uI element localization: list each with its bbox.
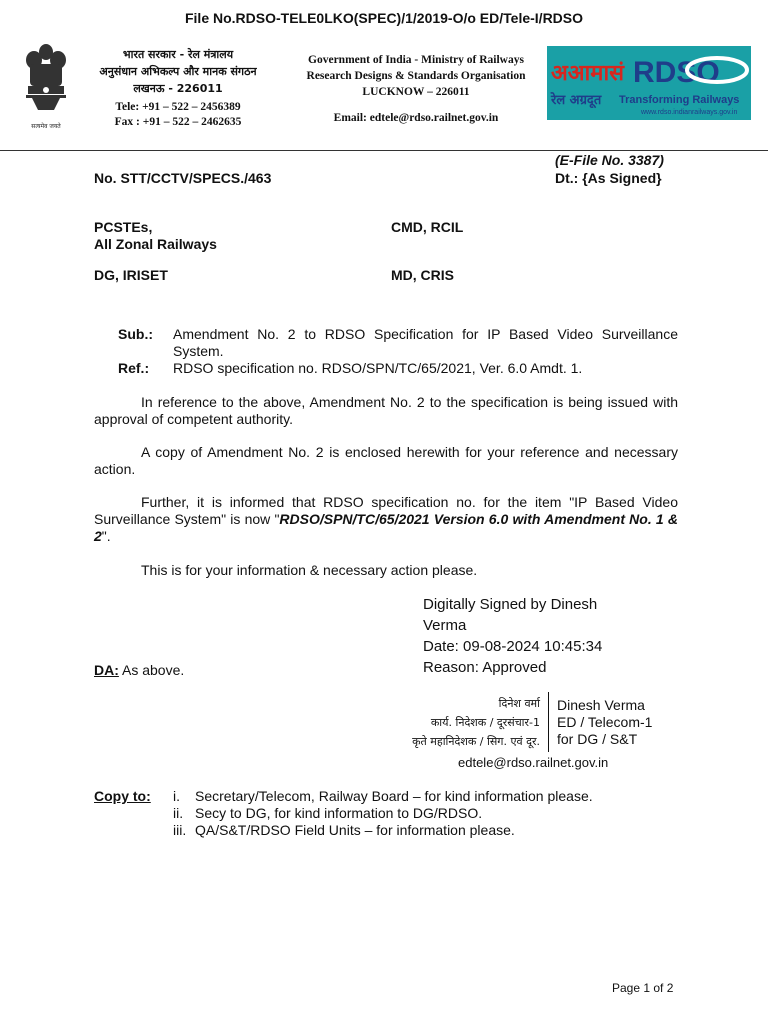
reference-text: RDSO specification no. RDSO/SPN/TC/65/2021, Ver. 6.0 Amdt. 1. (173, 360, 583, 376)
body-paragraph-4 (94, 562, 678, 579)
fax: Fax : +91 – 522 – 2462635 (114, 116, 242, 128)
list-text: QA/S&T/RDSO Field Units – for information please. (195, 822, 515, 838)
signature-reason: Reason: Approved (423, 659, 547, 676)
list-text: Secy to DG, for kind information to DG/RDSO. (195, 805, 483, 821)
specification-version: RDSO/SPN/TC/65/2021 Version 6.0 with Amendment No. 1 & 2 (94, 511, 679, 544)
signatory-for: for DG / S&T (557, 731, 638, 747)
list-text: Secretary/Telecom, Railway Board – for kind information please. (195, 788, 593, 804)
reference-label: Ref.: (118, 360, 150, 376)
paragraph-text: ". (101, 528, 111, 544)
hindi-line-3: लखनऊ - 226011 (133, 82, 223, 95)
emblem-motto: सत्यमेव जयते (31, 123, 61, 130)
list-item (173, 805, 593, 822)
rdso-logo (547, 46, 751, 120)
state-emblem-icon (18, 40, 74, 132)
english-line-2: Research Designs & Standards Organisation (306, 70, 526, 82)
signatory-email: edtele@rdso.railnet.gov.in (458, 755, 609, 770)
hindi-line-2: अनुसंधान अभिकल्प और मानक संगठन (99, 65, 257, 78)
list-number: iii. (173, 822, 187, 838)
page-number: Page 1 of 2 (612, 981, 674, 995)
body-paragraph-2 (94, 444, 678, 478)
list-item (173, 788, 593, 805)
signatory-hindi-designation: कार्य. निदेशक / दूरसंचार-1 (430, 716, 540, 729)
copy-to-list (173, 788, 593, 839)
logo-hindi: अआमासं (551, 61, 625, 86)
logo-url: www.rdso.indianrailways.gov.in (641, 109, 738, 116)
addressee-pcstes (94, 219, 217, 253)
addressee-line: PCSTEs, (94, 219, 153, 235)
list-item (173, 822, 593, 839)
list-number: i. (173, 788, 180, 804)
telephone: Tele: +91 – 522 – 2456389 (115, 101, 241, 113)
paragraph-text: This is for your information & necessary action please. (141, 562, 478, 578)
signatory-divider (548, 692, 549, 752)
addressee-line: All Zonal Railways (94, 236, 217, 252)
signatory-english (557, 697, 652, 748)
english-line-1: Government of India - Ministry of Railways (308, 54, 524, 66)
list-number: ii. (173, 805, 184, 821)
letterhead-email: Email: edtele@rdso.railnet.gov.in (333, 112, 499, 124)
paragraph-text: In reference to the above, Amendment No. 2 to the specification is being issued with approval of competent authority. (94, 394, 678, 427)
signatory-hindi-name: दिनेश वर्मा (498, 697, 540, 710)
signatory-name: Dinesh Verma (557, 697, 645, 713)
logo-brand: RDSO (633, 56, 720, 89)
body-paragraph-1 (94, 394, 678, 428)
signature-line: Verma (423, 617, 467, 634)
signatory-hindi (380, 694, 540, 751)
signature-line: Digitally Signed by Dinesh (423, 596, 598, 613)
file-number: File No.RDSO-TELE0LKO(SPEC)/1/2019-O/o ED/Tele-I/RDSO (184, 10, 584, 26)
english-letterhead (282, 52, 550, 126)
body-paragraph-3 (94, 494, 678, 545)
enclosure-text: As above. (118, 662, 185, 678)
enclosure-label: DA: (94, 662, 119, 678)
addressee-cmd-rcil: CMD, RCIL (391, 219, 464, 235)
addressee-dg-iriset: DG, IRISET (94, 267, 168, 283)
signature-date: Date: 09-08-2024 10:45:34 (423, 638, 603, 655)
digital-signature-block (423, 594, 683, 678)
addressee-md-cris: MD, CRIS (391, 267, 454, 283)
subject-text: Amendment No. 2 to RDSO Specification for IP Based Video Surveillance System. (173, 326, 678, 359)
efile-number: (E-File No. 3387) (555, 152, 664, 168)
copy-to-heading: Copy to: (94, 788, 151, 804)
enclosure (94, 662, 184, 678)
reference-number: No. STT/CCTV/SPECS./463 (94, 170, 272, 186)
signatory-designation: ED / Telecom-1 (557, 714, 653, 730)
copy-to-label (94, 788, 151, 804)
english-line-3: LUCKNOW – 226011 (362, 86, 470, 98)
paragraph-text: Further, it is informed that RDSO specification no. for the item "IP Based Video Surveillance System" is now " (94, 494, 678, 527)
hindi-letterhead (78, 46, 278, 130)
signatory-hindi-for: कृते महानिदेशक / सिग. एवं दूर. (412, 735, 540, 748)
letter-date: Dt.: {As Signed} (555, 170, 662, 186)
hindi-line-1: भारत सरकार - रेल मंत्रालय (122, 48, 234, 61)
logo-tagline-hindi: रेल अग्रदूत (551, 93, 602, 108)
header-divider (0, 150, 768, 151)
logo-tagline: Transforming Railways (619, 94, 740, 106)
subject-label: Sub.: (118, 326, 153, 342)
paragraph-text: A copy of Amendment No. 2 is enclosed herewith for your reference and necessary action. (94, 444, 678, 477)
